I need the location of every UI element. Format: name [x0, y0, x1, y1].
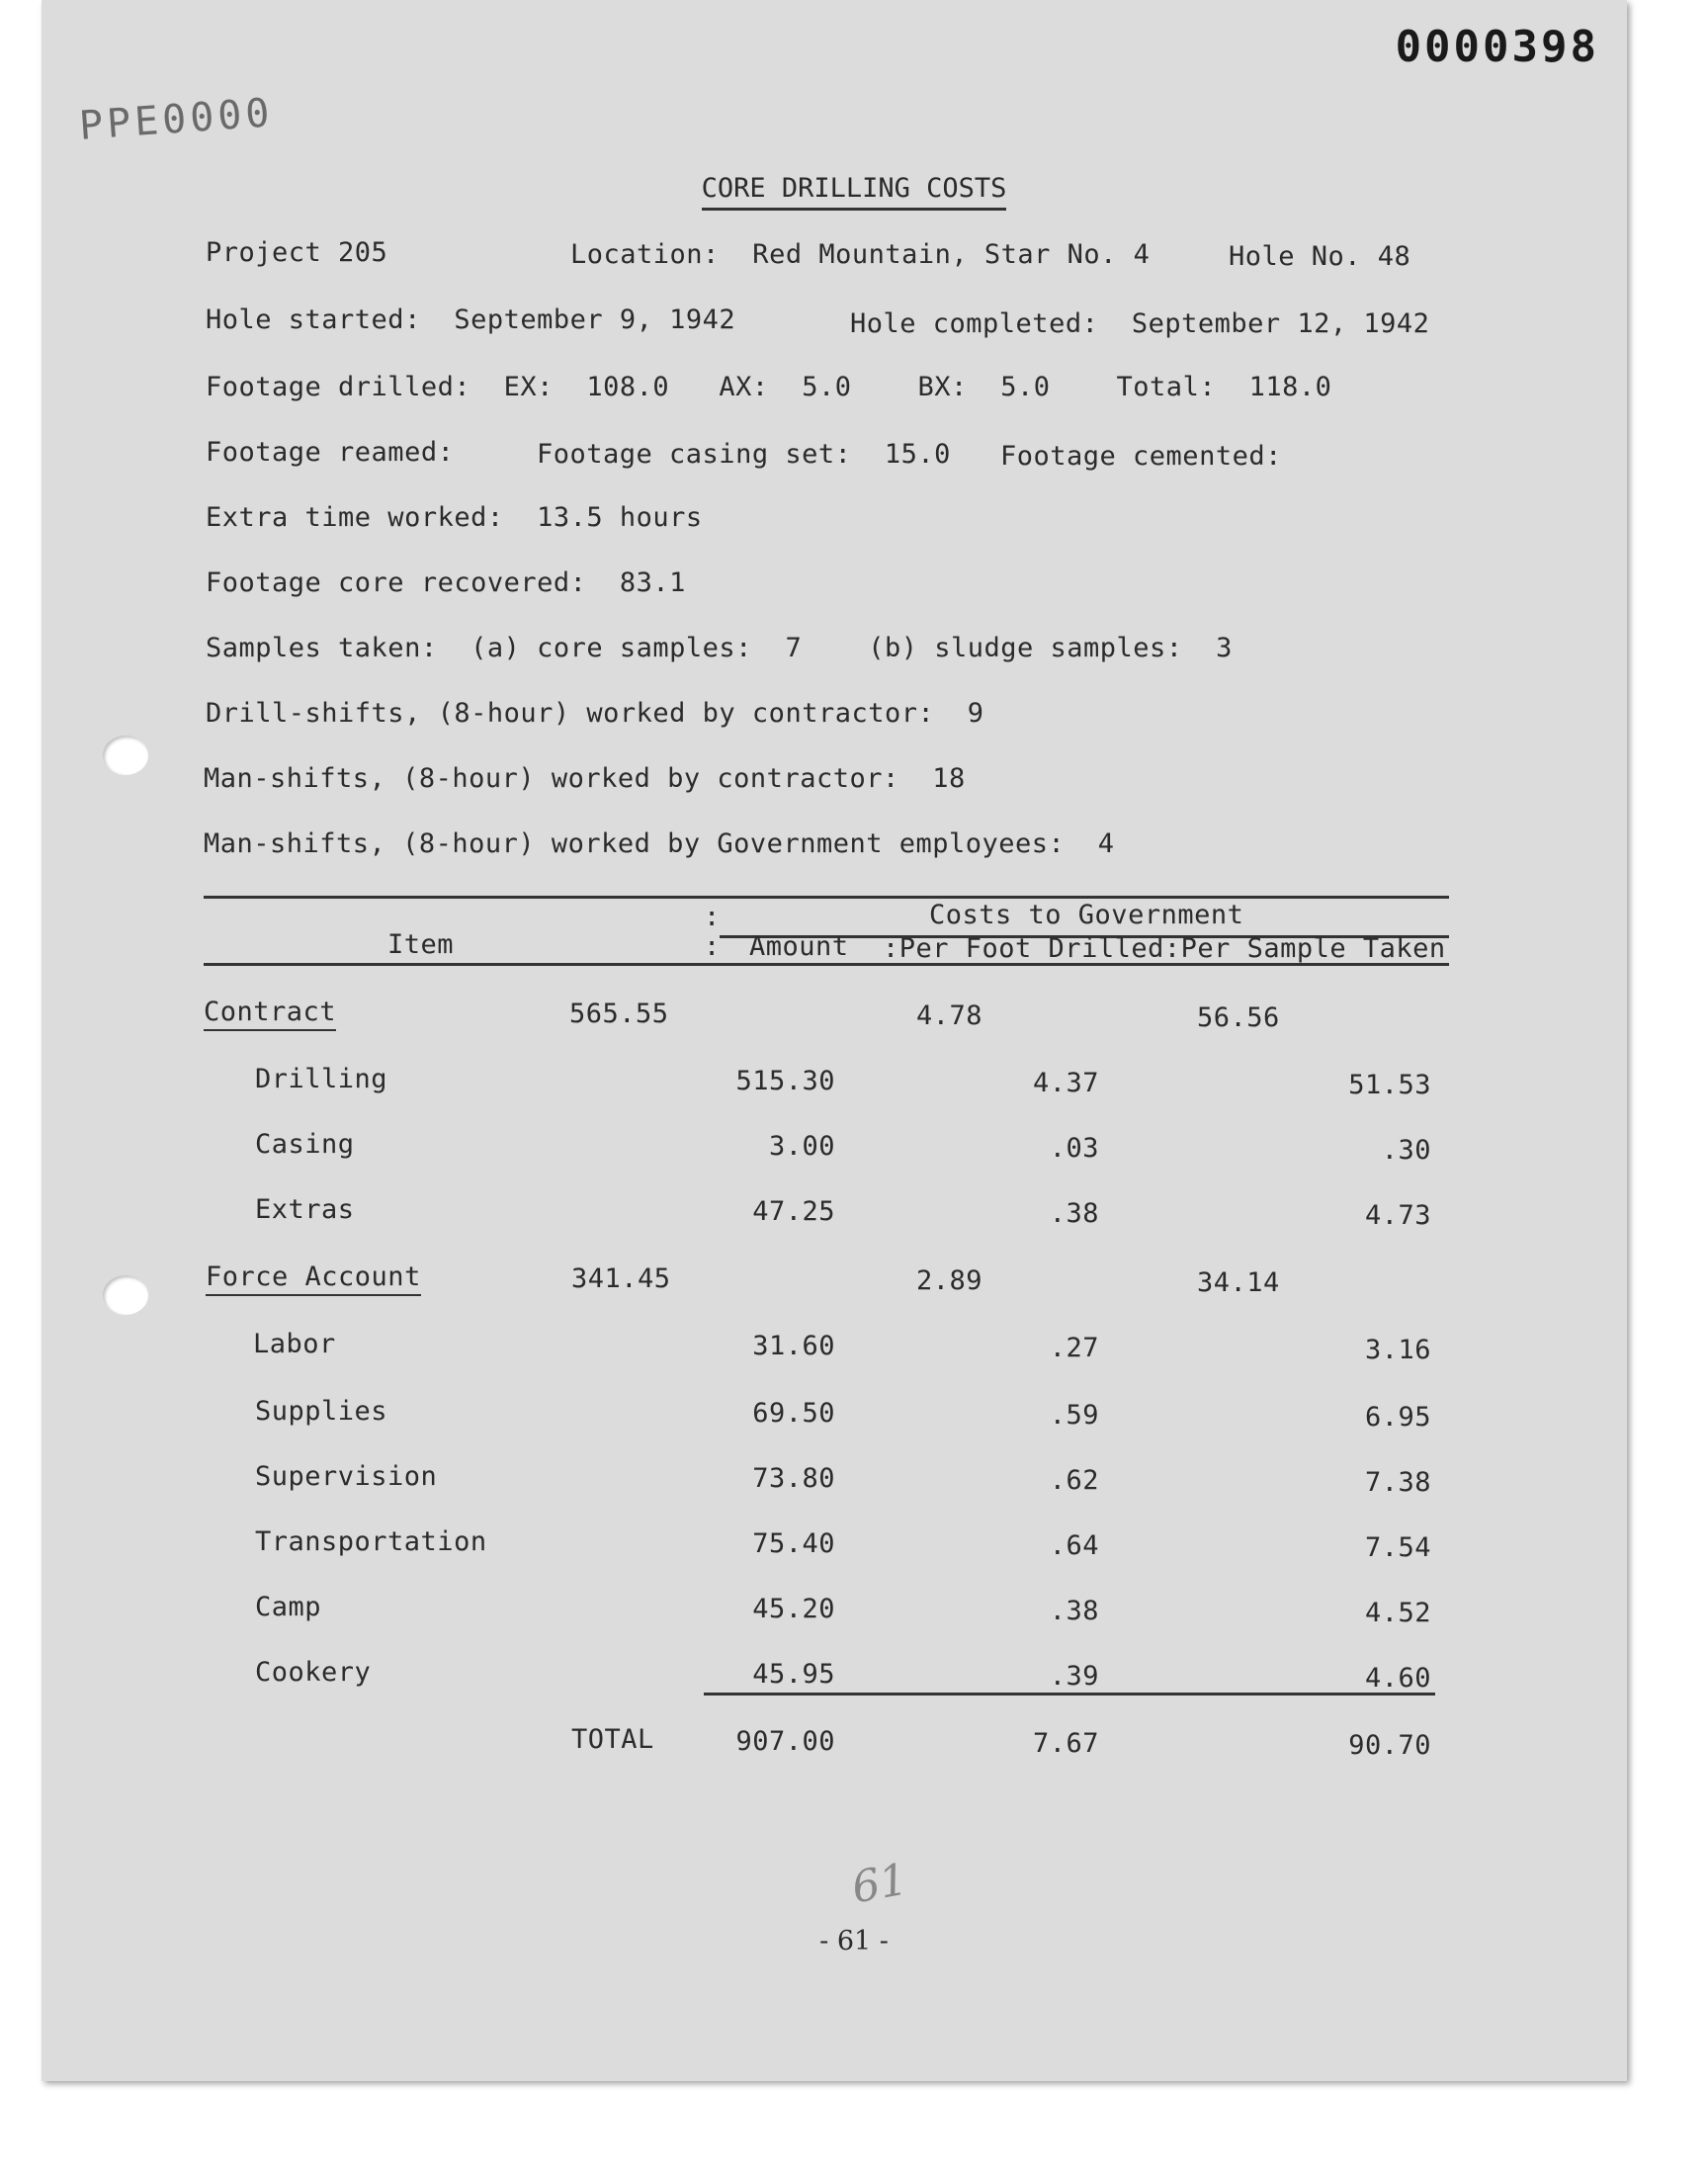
total-label: TOTAL — [571, 1724, 654, 1755]
hole-number: Hole No. 48 — [1229, 241, 1411, 272]
item-name: Cookery — [255, 1657, 372, 1688]
item-per-sample: 4.60 — [1364, 1663, 1431, 1694]
item-amount: 515.30 — [735, 1066, 835, 1096]
drill-shifts: Drill-shifts, (8-hour) worked by contractor: 9 — [206, 698, 984, 729]
document-number-stamp: 0000398 — [1395, 22, 1599, 72]
group-per-foot: 2.89 — [916, 1265, 983, 1296]
item-per-sample: 6.95 — [1364, 1402, 1431, 1433]
header-colon: : — [704, 931, 721, 962]
total-per-sample: 90.70 — [1348, 1730, 1431, 1761]
total-amount: 907.00 — [735, 1726, 835, 1757]
hole-started: Hole started: September 9, 1942 — [206, 304, 736, 335]
costs-to-government-header: Costs to Government — [929, 900, 1244, 930]
item-per-foot: .27 — [1049, 1333, 1099, 1363]
item-name: Labor — [253, 1329, 336, 1359]
footage-drilled: Footage drilled: EX: 108.0 AX: 5.0 BX: 5.0 Total: 118.0 — [206, 372, 1332, 402]
item-per-foot: 4.37 — [1032, 1068, 1099, 1098]
per-foot-per-sample-header: :Per Foot Drilled:Per Sample Taken — [883, 933, 1446, 964]
punch-hole — [103, 736, 148, 775]
item-name: Supervision — [255, 1461, 438, 1492]
item-per-foot: .64 — [1049, 1530, 1099, 1561]
group-subtotal: 341.45 — [571, 1263, 671, 1294]
item-per-sample: 7.38 — [1364, 1467, 1431, 1498]
item-per-foot: .38 — [1049, 1596, 1099, 1626]
group-per-sample: 34.14 — [1197, 1267, 1280, 1298]
punch-hole — [103, 1275, 148, 1315]
item-per-sample: 4.52 — [1364, 1598, 1431, 1628]
item-per-sample: 7.54 — [1364, 1532, 1431, 1563]
man-shifts-government: Man-shifts, (8-hour) worked by Government employees: 4 — [204, 828, 1115, 859]
item-amount: 47.25 — [752, 1196, 835, 1227]
location-label: Location: Red Mountain, Star No. 4 — [570, 239, 1151, 270]
item-amount: 45.95 — [752, 1659, 835, 1690]
table-header-rule — [204, 963, 1449, 966]
item-column-header: Item — [387, 929, 455, 960]
man-shifts-contractor: Man-shifts, (8-hour) worked by contractor: 18 — [204, 763, 966, 794]
item-name: Casing — [255, 1129, 355, 1160]
footage-reamed: Footage reamed: — [206, 437, 455, 468]
group-name-contract: Contract — [204, 997, 336, 1031]
total-rule — [704, 1693, 1435, 1696]
item-amount: 31.60 — [752, 1331, 835, 1361]
item-name: Supplies — [255, 1396, 388, 1427]
item-per-sample: 4.73 — [1364, 1200, 1431, 1231]
amount-column-header: Amount — [749, 931, 849, 962]
item-name: Drilling — [255, 1064, 388, 1094]
item-per-sample: .30 — [1381, 1135, 1431, 1166]
page-number: - 61 - — [819, 1926, 889, 1957]
item-amount: 45.20 — [752, 1594, 835, 1624]
samples-taken: Samples taken: (a) core samples: 7 (b) sludge samples: 3 — [206, 633, 1233, 663]
item-name: Camp — [255, 1592, 322, 1622]
item-amount: 69.50 — [752, 1398, 835, 1429]
extra-time-worked: Extra time worked: 13.5 hours — [206, 502, 703, 533]
group-per-sample: 56.56 — [1197, 1002, 1280, 1033]
project-label: Project 205 — [206, 237, 388, 268]
item-name: Extras — [255, 1194, 355, 1225]
footage-cemented: Footage cemented: — [1000, 441, 1282, 472]
group-name-force-account: Force Account — [206, 1262, 421, 1296]
item-amount: 3.00 — [768, 1131, 835, 1162]
item-per-sample: 3.16 — [1364, 1335, 1431, 1365]
hole-completed: Hole completed: September 12, 1942 — [850, 308, 1430, 339]
table-top-rule — [204, 896, 1449, 899]
item-per-foot: .59 — [1049, 1400, 1099, 1431]
item-amount: 73.80 — [752, 1463, 835, 1494]
handwritten-mark: 61 — [847, 1854, 912, 1914]
item-per-sample: 51.53 — [1348, 1070, 1431, 1100]
item-amount: 75.40 — [752, 1528, 835, 1559]
item-per-foot: .03 — [1049, 1133, 1099, 1164]
total-per-foot: 7.67 — [1032, 1728, 1099, 1759]
document-title: CORE DRILLING COSTS — [0, 173, 1708, 204]
footage-core-recovered: Footage core recovered: 83.1 — [206, 567, 686, 598]
header-colon: : — [704, 902, 721, 932]
item-per-foot: .38 — [1049, 1198, 1099, 1229]
group-subtotal: 565.55 — [569, 999, 669, 1029]
footage-casing-set: Footage casing set: 15.0 — [537, 439, 951, 470]
item-per-foot: .62 — [1049, 1465, 1099, 1496]
item-per-foot: .39 — [1049, 1661, 1099, 1692]
item-name: Transportation — [255, 1526, 487, 1557]
group-per-foot: 4.78 — [916, 1000, 983, 1031]
faded-stamp: PPE0000 — [77, 90, 275, 149]
